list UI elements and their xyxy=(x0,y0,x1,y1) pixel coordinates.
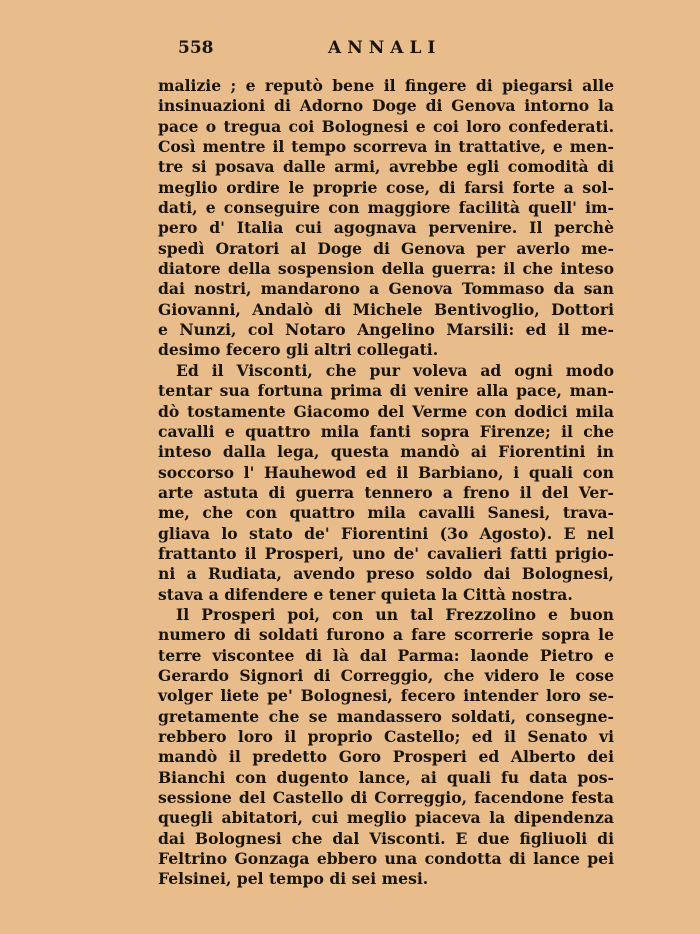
text-line: Gerardo Signori di Correggio, che videro le cose xyxy=(158,665,614,685)
text-line: Ed il Visconti, che pur voleva ad ogni modo xyxy=(176,360,614,380)
text-line: dai Bolognesi che dal Visconti. E due figliuoli di xyxy=(158,828,614,848)
text-line: gliava lo stato de' Fiorentini (3o Agosto). E nel xyxy=(158,523,614,543)
text-line: Bianchi con dugento lance, ai quali fu data pos- xyxy=(158,767,614,787)
text-line: soccorso l' Hauhewod ed il Barbiano, i quali con xyxy=(158,462,614,482)
text-line: mandò il predetto Goro Prosperi ed Alberto dei xyxy=(158,747,614,767)
text-line: ni a Rudiata, avendo preso soldo dai Bolognesi, xyxy=(158,564,614,584)
text-line: arte astuta di guerra tennero a freno il del Ver- xyxy=(158,482,614,502)
text-line: quegli abitatori, cui meglio piaceva la dipendenza xyxy=(158,808,614,828)
text-line: pero d' Italia cui agognava pervenire. Il perchè xyxy=(158,218,614,238)
page-number: 558 xyxy=(178,38,214,58)
text-line: cavalli e quattro mila fanti sopra Firenze; il che xyxy=(158,421,614,441)
text-line: meglio ordire le proprie cose, di farsi forte a sol- xyxy=(158,177,614,197)
text-line: Così mentre il tempo scorreva in trattative, e men- xyxy=(158,137,614,157)
text-line: terre viscontee di là dal Parma: laonde Pietro e xyxy=(158,645,614,665)
text-line: Il Prosperi poi, con un tal Frezzolino e buon xyxy=(176,604,614,624)
text-line: inteso dalla lega, questa mandò ai Fiorentini in xyxy=(158,442,614,462)
text-line: frattanto il Prosperi, uno de' cavalieri fatti prigio- xyxy=(158,543,614,563)
text-line: gretamente che se mandassero soldati, consegne- xyxy=(158,706,614,726)
text-line: sessione del Castello di Correggio, facendone festa xyxy=(158,788,614,808)
text-line: malizie ; e reputò bene il fingere di piegarsi alle xyxy=(158,76,614,95)
page-header xyxy=(178,38,618,62)
text-line: e Nunzi, col Notaro Angelino Marsili: ed il me- xyxy=(158,320,614,340)
text-line: desimo fecero gli altri collegati. xyxy=(158,340,439,360)
text-line: stava a difendere e tener quieta la Città nostra. xyxy=(158,584,573,604)
text-line: rebbero loro il proprio Castello; ed il Senato vi xyxy=(158,727,614,746)
text-line: numero di soldati furono a fare scorrerie sopra le xyxy=(158,625,614,645)
running-head: ANNALI xyxy=(328,38,442,58)
text-line: Felsinei, pel tempo di sei mesi. xyxy=(158,869,429,889)
text-line: dati, e conseguire con maggiore facilità quell' im- xyxy=(158,198,614,218)
text-line: volger liete pe' Bolognesi, fecero intender loro se- xyxy=(158,686,614,706)
text-line: Feltrino Gonzaga ebbero una condotta di lance pei xyxy=(158,849,614,869)
text-line: me, che con quattro mila cavalli Sanesi, trava- xyxy=(158,503,614,523)
text-line: tentar sua fortuna prima di venire alla pace, man- xyxy=(158,381,614,401)
text-line: dai nostri, mandarono a Genova Tommaso da san xyxy=(158,279,614,299)
text-line: insinuazioni di Adorno Doge di Genova intorno la xyxy=(158,96,614,116)
text-line: Giovanni, Andalò di Michele Bentivoglio, Dottori xyxy=(158,299,614,319)
text-line: pace o tregua coi Bolognesi e coi loro confederati. xyxy=(158,116,614,136)
text-line: tre si posava dalle armi, avrebbe egli comodità di xyxy=(158,157,614,177)
text-line: diatore della sospension della guerra: il che inteso xyxy=(158,259,614,279)
body-text xyxy=(158,76,614,890)
text-line: spedì Oratori al Doge di Genova per averlo me- xyxy=(158,238,614,258)
text-line: dò tostamente Giacomo del Verme con dodici mila xyxy=(158,401,614,421)
